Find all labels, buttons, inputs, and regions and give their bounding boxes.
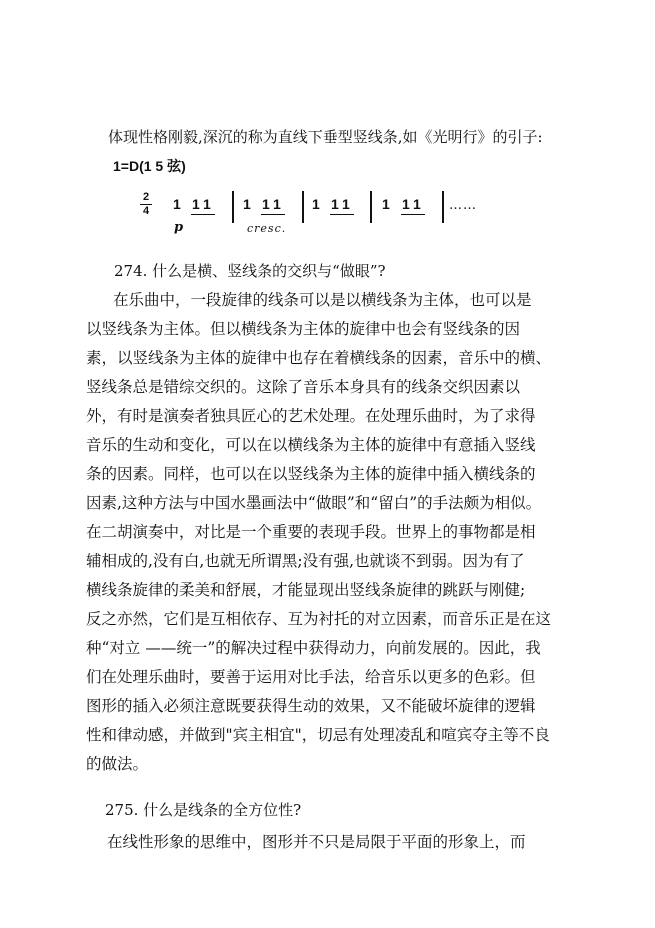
- barline: [302, 191, 304, 223]
- paragraph-line: 图形的插入必须注意既要获得生动的效果，又不能破坏旋律的逻辑: [86, 697, 536, 715]
- score-note: 1: [382, 196, 390, 212]
- score-note: 1: [203, 196, 211, 212]
- note-underline: [191, 214, 215, 215]
- paragraph-line: 外，有时是演奏者独具匠心的艺术处理。在处理乐曲时，为了求得: [86, 407, 536, 425]
- paragraph-line: 素，以竖线条为主体的旋律中也存在着横线条的因素，音乐中的横、: [86, 349, 552, 367]
- ellipsis: ……: [449, 198, 477, 213]
- barline: [442, 191, 444, 223]
- paragraph-line: 以竖线条为主体。但以横线条为主体的旋律中也会有竖线条的因: [86, 320, 521, 338]
- paragraph-line: 们在处理乐曲时，要善于运用对比手法，给音乐以更多的色彩。但: [86, 668, 536, 686]
- paragraph-line: 辅相成的,没有白,也就无所谓黑;没有强,也就谈不到弱。因为有了: [86, 552, 525, 570]
- score-note: 1: [402, 196, 410, 212]
- score-note: 1: [243, 196, 251, 212]
- score-note: 1: [262, 196, 270, 212]
- barline: [370, 191, 372, 223]
- time-signature: [140, 192, 152, 217]
- score-note: 1: [312, 196, 320, 212]
- time-signature-bottom: 4: [142, 205, 150, 217]
- cresc-mark: cresc.: [247, 222, 287, 235]
- music-score: [140, 190, 500, 240]
- key-signature-text: 1=D(1 5 弦): [113, 158, 186, 174]
- note-underline: [401, 214, 425, 215]
- score-note: 1: [413, 196, 421, 212]
- paragraph-line: 竖线条总是错综交织的。这除了音乐本身具有的线条交织因素以: [86, 378, 521, 396]
- paragraph-line: 音乐的生动和变化，可以在以横线条为主体的旋律中有意插入竖线: [86, 436, 536, 454]
- paragraph-line: 种“对立 ——统一”的解决过程中获得动力，向前发展的。因此，我: [86, 639, 541, 657]
- paragraph-line: 横线条旋律的柔美和舒展，才能显现出竖线条旋律的跳跃与刚健;: [86, 581, 526, 599]
- note-underline: [261, 214, 285, 215]
- paragraph-line: 的做法。: [86, 755, 149, 773]
- score-note: 1: [273, 196, 281, 212]
- score-note: 1: [331, 196, 339, 212]
- paragraph-line: 条的因素。同样，也可以在以竖线条为主体的旋律中插入横线条的: [86, 465, 536, 483]
- score-note: 1: [342, 196, 350, 212]
- question-274: 274. 什么是横、竖线条的交织与“做眼”?: [114, 262, 386, 280]
- score-note: 1: [173, 196, 181, 212]
- time-signature-top: 2: [142, 191, 150, 203]
- paragraph-line: 反之亦然，它们是互相依存、互为衬托的对立因素，而音乐正是在这: [86, 610, 552, 628]
- paragraph-line: 在乐曲中，一段旋律的线条可以是以横线条为主体，也可以是: [113, 291, 532, 309]
- note-underline: [330, 214, 354, 215]
- dynamic-mark: p: [174, 220, 184, 235]
- barline: [232, 191, 234, 223]
- paragraph-line: 在二胡演奏中，对比是一个重要的表现手段。世界上的事物都是相: [86, 523, 536, 541]
- paragraph-line: 性和律动感，并做到"宾主相宜"，切忌有处理凌乱和喧宾夺主等不良: [86, 726, 550, 744]
- question-275: 275. 什么是线条的全方位性?: [105, 801, 302, 819]
- paragraph-line: 在线性形象的思维中，图形并不只是局限于平面的形象上，而: [107, 833, 526, 851]
- intro-text: 体现性格刚毅,深沉的称为直线下垂型竖线条,如《光明行》的引子:: [108, 128, 543, 146]
- score-note: 1: [192, 196, 200, 212]
- paragraph-line: 因素,这种方法与中国水墨画法中“做眼”和“留白”的手法颇为相似。: [86, 494, 542, 512]
- key-signature: [113, 156, 186, 176]
